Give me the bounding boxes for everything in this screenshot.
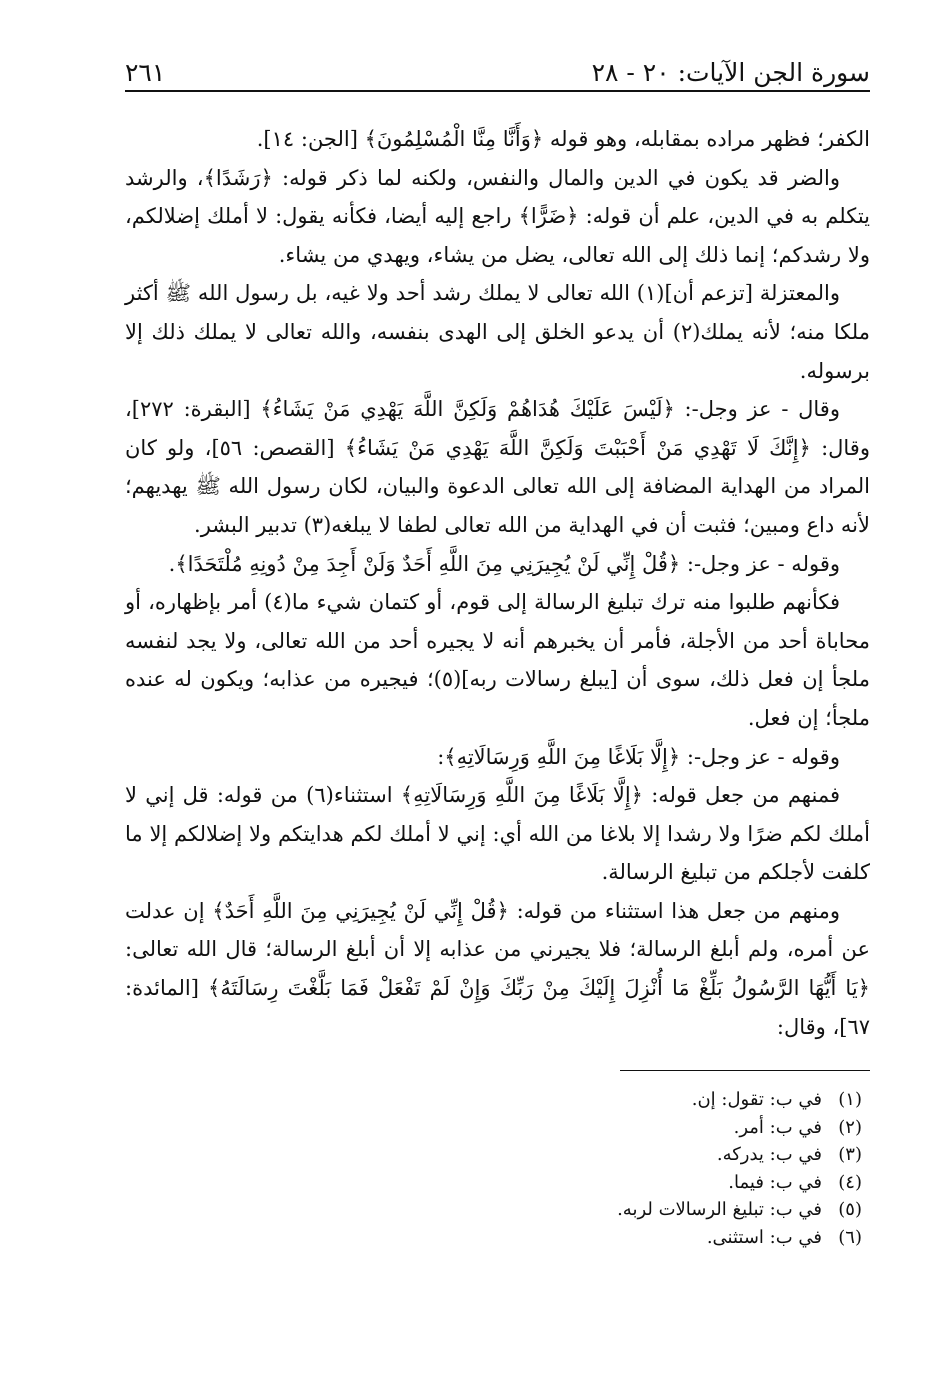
footnote-item <box>125 1196 862 1224</box>
footnote-item <box>125 1086 862 1114</box>
book-page <box>125 48 870 1348</box>
footnote-text: في ب: استثنى. <box>706 1226 822 1248</box>
paragraph: فمنهم من جعل قوله: ﴿إِلَّا بَلَاغًا مِنَ اللَّهِ وَرِسَالَاتِهِ﴾ استثناء(٦) من قوله: قل إني لا أملك لكم ضرًا ولا رشدا إلا بلاغا من الله أي: إني لا أملك لكم هدايتكم ولا إضلالكم إلا ما كلفت لأجلكم من تبليغ الرسالة. <box>125 783 870 885</box>
footnote-text: في ب: تبليغ الرسالات لربه. <box>617 1199 822 1221</box>
paragraph: فكأنهم طلبوا منه ترك تبليغ الرسالة إلى قوم، أو كتمان شيء ما(٤) أمر بإظهاره، أو محاباة أحد من الأجلة، فأمر أن يخبرهم أنه لا يجيره أحد من الله تعالى، ولا يجد لنفسه ملجأ إن فعل ذلك، سوى أن [يبلغ رسالات ربه](٥)؛ فيجيره من عذابه؛ ويكون له عنده ملجأ؛ إن فعل. <box>125 590 870 730</box>
footnote-item <box>125 1141 862 1169</box>
footnote-separator <box>125 1070 870 1072</box>
footnote-number: (١) <box>838 1089 862 1111</box>
paragraph: وقال - عز وجل-: ﴿لَيْسَ عَلَيْكَ هُدَاهُمْ وَلَكِنَّ اللَّهَ يَهْدِي مَنْ يَشَاءُ﴾ [البقرة: ٢٧٢]، وقال: ﴿إِنَّكَ لَا تَهْدِي مَنْ أَحْبَبْتَ وَلَكِنَّ اللَّهَ يَهْدِي مَنْ يَشَاءُ﴾ [القصص: ٥٦]، ولو كان المراد من الهداية المضافة إلى الله تعالى الدعوة والبيان، لكان رسول الله ﷺ يهديهم؛ لأنه داع ومبين؛ فثبت أن في الهداية من الله تعالى لطفا لا يبلغه(٣) تدبير البشر. <box>125 397 870 537</box>
footnote-text: في ب: يدركه. <box>716 1144 822 1166</box>
paragraph: والمعتزلة [تزعم أن](١) الله تعالى لا يملك رشد أحد ولا غيه، بل رسول الله ﷺ أكثر ملكا منه؛ لأنه يملك(٢) أن يدعو الخلق إلى الهدى بنفسه، والله تعالى لا يملك ذلك إلا برسوله. <box>125 281 870 383</box>
footnote-text: في ب: فيما. <box>728 1171 822 1193</box>
running-title: سورة الجن الآيات: ٢٠ - ٢٨ <box>591 58 870 87</box>
footnote-number: (٦) <box>838 1226 862 1248</box>
page-header <box>125 48 870 92</box>
paragraph: وقوله - عز وجل-: ﴿قُلْ إِنِّي لَنْ يُجِيرَنِي مِنَ اللَّهِ أَحَدٌ وَلَنْ أَجِدَ مِنْ دُونِهِ مُلْتَحَدًا﴾. <box>168 551 840 576</box>
footnote-number: (٣) <box>838 1144 862 1166</box>
footnote-number: (٢) <box>838 1116 862 1138</box>
paragraph: والضر قد يكون في الدين والمال والنفس، ولكنه لما ذكر قوله: ﴿رَشَدًا﴾، والرشد يتكلم به في الدين، علم أن قوله: ﴿ضَرًّا﴾ راجع إليه أيضا، فكأنه يقول: لا أملك إضلالكم، ولا رشدكم؛ إنما ذلك إلى الله تعالى، يضل من يشاء، ويهدي من يشاء. <box>125 165 870 267</box>
footnotes <box>125 1086 870 1251</box>
page-number: ٢٦١ <box>125 58 166 87</box>
paragraph: الكفر؛ فظهر مراده بمقابله، وهو قوله ﴿وَأَنَّا مِنَّا الْمُسْلِمُونَ﴾ [الجن: ١٤]. <box>256 127 870 151</box>
footnote-text: في ب: أمر. <box>733 1116 822 1138</box>
footnote-item <box>125 1114 862 1142</box>
footnote-item <box>125 1169 862 1197</box>
footnote-number: (٥) <box>838 1199 862 1221</box>
main-text <box>125 120 870 1046</box>
footnote-number: (٤) <box>838 1171 862 1193</box>
paragraph: ومنهم من جعل هذا استثناء من قوله: ﴿قُلْ إِنِّي لَنْ يُجِيرَنِي مِنَ اللَّهِ أَحَدٌ﴾ إن عدلت عن أمره، ولم أبلغ الرسالة؛ فلا يجيرني من عذابه إلا أن أبلغ الرسالة؛ قال الله تعالى: ﴿يَا أَيُّهَا الرَّسُولُ بَلِّغْ مَا أُنْزِلَ إِلَيْكَ مِنْ رَبِّكَ وَإِنْ لَمْ تَفْعَلْ فَمَا بَلَّغْتَ رِسَالَتَهُ﴾ [المائدة: ٦٧]، وقال: <box>125 898 870 1039</box>
footnote-item <box>125 1224 862 1252</box>
footnote-text: في ب: تقول: إن. <box>691 1089 822 1111</box>
paragraph: وقوله - عز وجل-: ﴿إِلَّا بَلَاغًا مِنَ اللَّهِ وَرِسَالَاتِهِ﴾: <box>437 744 840 769</box>
